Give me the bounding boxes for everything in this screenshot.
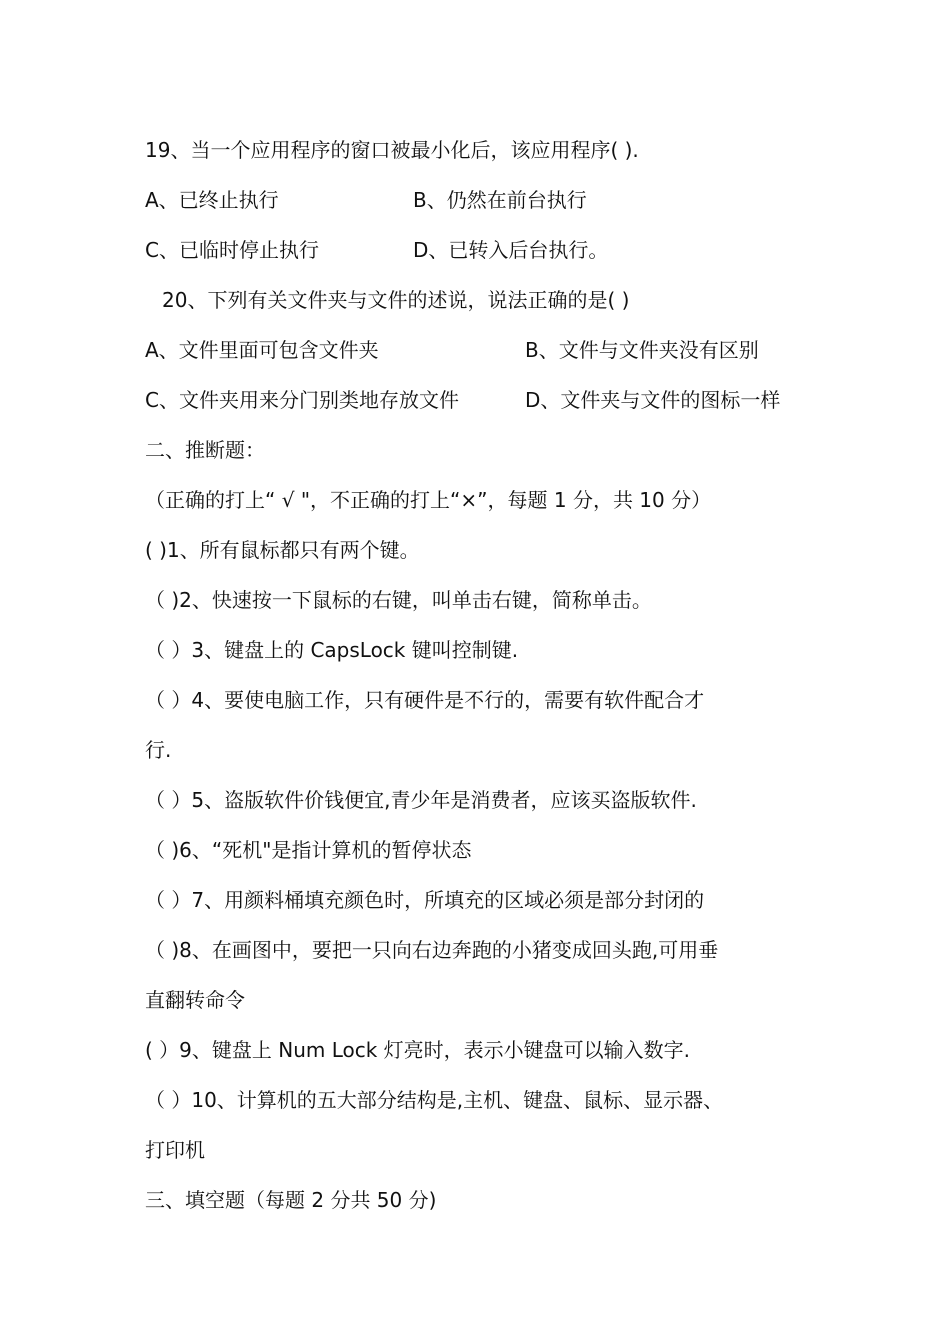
section-2-instruction: （正确的打上“ √ "，不正确的打上“×”，每题 1 分，共 10 分） (145, 488, 712, 512)
option-c: C、文件夹用来分门别类地存放文件 (145, 388, 459, 412)
option-a: A、已终止执行 (145, 188, 279, 212)
option-a: A、文件里面可包含文件夹 (145, 338, 379, 362)
judgment-item-8: （ )8、在画图中，要把一只向右边奔跑的小猪变成回头跑,可用垂 (145, 938, 719, 962)
judgment-item-10: （ ）10、计算机的五大部分结构是,主机、键盘、鼠标、显示器、 (145, 1088, 724, 1112)
judgment-item-4: （ ）4、要使电脑工作，只有硬件是不行的，需要有软件配合才 (145, 688, 705, 712)
judgment-item-1: ( )1、所有鼠标都只有两个键。 (145, 538, 420, 562)
judgment-item-8-continued: 直翻转命令 (145, 988, 245, 1012)
option-d: D、已转入后台执行。 (413, 238, 609, 262)
judgment-item-10-continued: 打印机 (145, 1138, 205, 1162)
question-20-stem: 20、下列有关文件夹与文件的述说，说法正确的是( ) (162, 288, 630, 312)
option-d: D、文件夹与文件的图标一样 (525, 388, 781, 412)
question-19-stem: 19、当一个应用程序的窗口被最小化后，该应用程序( ). (145, 138, 639, 162)
option-b: B、文件与文件夹没有区别 (525, 338, 759, 362)
section-2-title: 二、推断题： (145, 438, 265, 462)
judgment-item-6: （ )6、“死机"是指计算机的暂停状态 (145, 838, 472, 862)
judgment-item-7: （ ）7、用颜料桶填充颜色时，所填充的区域必须是部分封闭的 (145, 888, 705, 912)
judgment-item-5: （ ）5、盗版软件价钱便宜,青少年是消费者，应该买盗版软件. (145, 788, 697, 812)
section-3-title: 三、填空题（每题 2 分共 50 分) (145, 1188, 437, 1212)
option-b: B、仍然在前台执行 (413, 188, 587, 212)
judgment-item-4-continued: 行. (145, 738, 172, 762)
judgment-item-3: （ ）3、键盘上的 CapsLock 键叫控制键. (145, 638, 519, 662)
option-c: C、已临时停止执行 (145, 238, 319, 262)
judgment-item-2: （ )2、快速按一下鼠标的右键，叫单击右键，简称单击。 (145, 588, 652, 612)
judgment-item-9: ( ）9、键盘上 Num Lock 灯亮时，表示小键盘可以输入数字. (145, 1038, 691, 1062)
